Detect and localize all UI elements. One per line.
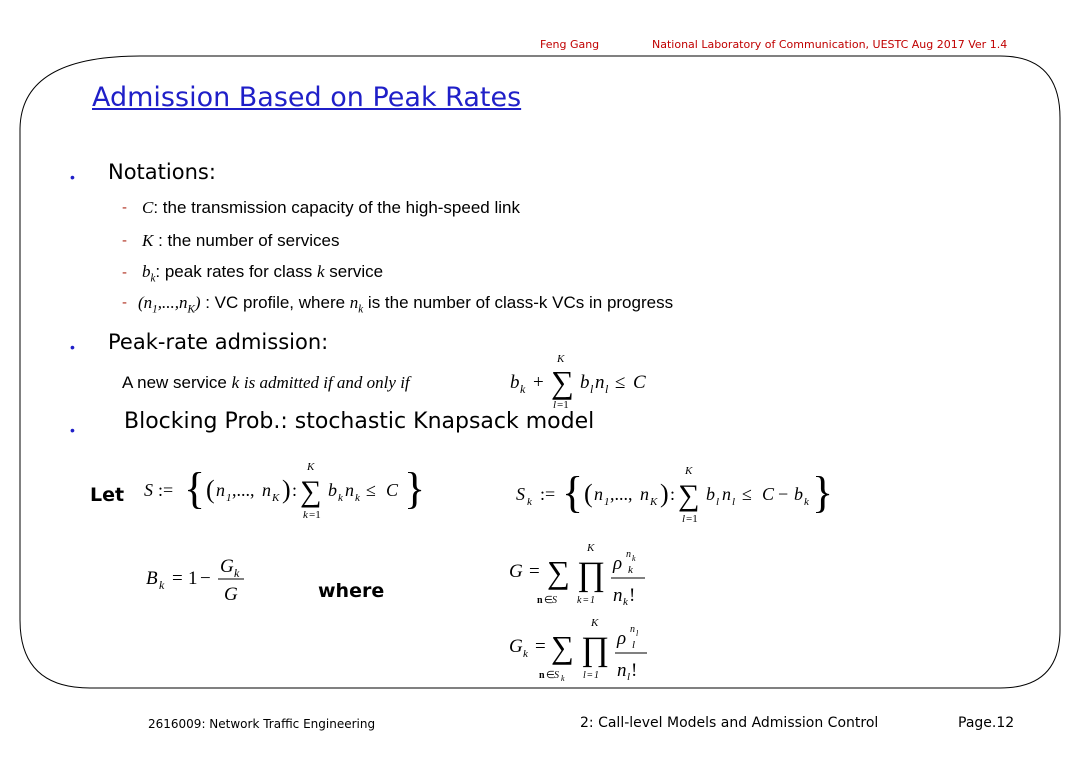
svg-text:n: n <box>640 484 649 504</box>
bullet-marker: • <box>70 422 75 438</box>
dash-marker: - <box>122 232 127 249</box>
header-affiliation: National Laboratory of Communication, UESTC Aug 2017 Ver 1.4 <box>652 38 1008 51</box>
svg-text:n: n <box>216 480 225 500</box>
formula-Bk <box>140 548 290 608</box>
svg-text:n: n <box>595 372 605 393</box>
svg-text:n: n <box>594 484 603 504</box>
svg-text:n: n <box>722 484 731 504</box>
svg-text:G: G <box>509 561 523 582</box>
bullet-blocking: Blocking Prob.: stochastic Knapsack model <box>124 409 595 434</box>
bullet-marker: • <box>70 169 75 185</box>
dash-marker: - <box>122 294 127 311</box>
svg-text:l: l <box>583 670 586 681</box>
svg-text:≤: ≤ <box>615 372 626 393</box>
svg-text:∑: ∑ <box>551 629 574 665</box>
header-author: Feng Gang <box>540 38 600 51</box>
svg-text:l: l <box>553 399 557 411</box>
svg-text:k: k <box>355 492 360 504</box>
svg-text:(: ( <box>584 479 593 508</box>
formula-S <box>140 456 450 526</box>
svg-text:≤: ≤ <box>742 484 752 504</box>
svg-text:k: k <box>527 496 532 508</box>
svg-text:l: l <box>627 671 631 683</box>
svg-text:=1: =1 <box>686 513 698 525</box>
svg-text:−: − <box>778 484 789 504</box>
dash-marker: - <box>122 264 127 281</box>
svg-text:k: k <box>234 566 240 580</box>
svg-text:K: K <box>650 496 658 508</box>
symbol-bk: $b_k$ <box>142 262 156 285</box>
svg-text:k: k <box>338 492 343 504</box>
formula-Gk <box>505 610 705 690</box>
svg-text:!: ! <box>631 660 638 681</box>
svg-text:n: n <box>617 660 627 681</box>
svg-text:1: 1 <box>590 595 595 606</box>
svg-text:b: b <box>580 372 590 393</box>
footer-course: 2616009: Network Traffic Engineering <box>148 717 376 731</box>
svg-text:=1: =1 <box>309 509 321 521</box>
svg-text:1: 1 <box>188 568 198 589</box>
svg-text:K: K <box>587 542 595 554</box>
svg-text:ρ: ρ <box>613 553 623 574</box>
notation-item-capacity: C: the transmission capacity of the high-speed link <box>142 198 520 217</box>
bullet-peak-rate: Peak-rate admission: <box>108 330 329 354</box>
svg-text:1: 1 <box>604 496 610 508</box>
svg-text:=: = <box>587 670 593 681</box>
svg-text:,...,: ,..., <box>610 484 633 504</box>
svg-text:K: K <box>307 461 315 473</box>
svg-text:=1: =1 <box>557 399 569 411</box>
bullet-notations: Notations: <box>108 160 216 184</box>
svg-text:∑: ∑ <box>678 479 700 512</box>
svg-text:S: S <box>554 670 559 681</box>
let-label: Let <box>90 484 125 506</box>
notation-item-peak-rates: $b_k$: peak rates for class k service <box>142 262 384 285</box>
svg-text:C: C <box>386 480 399 500</box>
svg-text::=: := <box>540 484 556 504</box>
svg-text:G: G <box>224 584 238 605</box>
svg-text:C: C <box>762 484 775 504</box>
svg-text:k: k <box>561 674 565 683</box>
svg-text:): ) <box>282 475 291 504</box>
svg-text:−: − <box>200 568 211 589</box>
svg-text:n: n <box>537 595 543 606</box>
svg-text:∑: ∑ <box>547 554 570 590</box>
svg-text::: : <box>670 484 676 504</box>
svg-text:=: = <box>529 561 540 582</box>
svg-text:l: l <box>682 513 686 525</box>
formula-Sk <box>508 460 834 530</box>
svg-text:∑: ∑ <box>300 475 322 508</box>
admission-statement: A new service k is admitted if and only if <box>122 373 410 392</box>
svg-text::: : <box>292 480 298 500</box>
svg-text:B: B <box>146 568 158 589</box>
notation-item-services: K : the number of services <box>142 231 340 250</box>
dash-marker: - <box>122 199 127 216</box>
svg-text:(: ( <box>206 475 215 504</box>
svg-text:ρ: ρ <box>617 628 627 649</box>
formula-G <box>505 535 705 615</box>
svg-text:n: n <box>613 585 623 606</box>
svg-text:∏: ∏ <box>581 631 609 668</box>
svg-text:k: k <box>628 564 633 576</box>
svg-text:C: C <box>633 372 646 393</box>
svg-text:n: n <box>626 549 631 560</box>
svg-text:1: 1 <box>594 670 599 681</box>
footer-page-number: Page.12 <box>958 715 1015 731</box>
svg-text:k: k <box>523 648 528 660</box>
svg-text:n: n <box>345 480 354 500</box>
svg-text:b: b <box>794 484 803 504</box>
svg-text:}: } <box>812 468 834 517</box>
svg-text:k: k <box>303 509 308 521</box>
svg-text:n: n <box>630 624 635 635</box>
svg-text:S: S <box>144 480 153 500</box>
svg-text:∈: ∈ <box>546 670 555 681</box>
svg-text:l: l <box>605 382 609 396</box>
svg-text:,...,: ,..., <box>232 480 255 500</box>
svg-text:G: G <box>509 636 523 657</box>
svg-text:K: K <box>591 617 599 629</box>
svg-text:=: = <box>583 595 589 606</box>
svg-text:b: b <box>510 372 520 393</box>
svg-text:k: k <box>632 554 636 563</box>
notation-item-vc-profile: $(n_1,...,n_K)$ : VC profile, where $n_k$ is the number of class-k VCs in progress <box>138 293 674 316</box>
svg-text:G: G <box>220 556 234 577</box>
svg-text:l: l <box>632 639 636 651</box>
symbol-C: C <box>142 198 154 217</box>
svg-text:K: K <box>557 353 565 365</box>
svg-text:b: b <box>328 480 337 500</box>
svg-text:!: ! <box>629 585 636 606</box>
svg-text:+: + <box>533 372 544 393</box>
slide-title: Admission Based on Peak Rates <box>92 82 522 113</box>
svg-text:S: S <box>552 595 557 606</box>
svg-text:k: k <box>159 578 165 592</box>
svg-text:l: l <box>732 496 736 508</box>
svg-text:S: S <box>516 484 525 504</box>
svg-text:}: } <box>404 464 426 513</box>
svg-text:l: l <box>590 382 594 396</box>
svg-text:≤: ≤ <box>366 480 376 500</box>
svg-text:k: k <box>577 595 582 606</box>
where-label: where <box>318 580 385 602</box>
svg-text:k: k <box>804 496 809 508</box>
svg-text:{: { <box>562 468 584 517</box>
svg-text:1: 1 <box>226 492 232 504</box>
svg-text:{: { <box>184 464 206 513</box>
svg-text:n: n <box>539 670 545 681</box>
svg-text:∏: ∏ <box>577 556 605 593</box>
svg-text::=: := <box>158 480 174 500</box>
svg-text:=: = <box>535 636 546 657</box>
bullet-marker: • <box>70 339 75 355</box>
symbol-K: K <box>142 231 154 250</box>
footer-chapter: 2: Call-level Models and Admission Control <box>580 715 879 731</box>
svg-text:l: l <box>636 629 639 638</box>
svg-text:k: k <box>520 382 526 396</box>
svg-text:=: = <box>172 568 183 589</box>
svg-text:K: K <box>272 492 280 504</box>
svg-text:∑: ∑ <box>551 364 574 400</box>
svg-text:K: K <box>685 465 693 477</box>
svg-text:b: b <box>706 484 715 504</box>
svg-text:k: k <box>623 596 628 608</box>
svg-text:n: n <box>262 480 271 500</box>
svg-text:l: l <box>716 496 720 508</box>
admission-formula <box>500 350 750 414</box>
svg-text:): ) <box>660 479 669 508</box>
svg-text:∈: ∈ <box>544 595 553 606</box>
